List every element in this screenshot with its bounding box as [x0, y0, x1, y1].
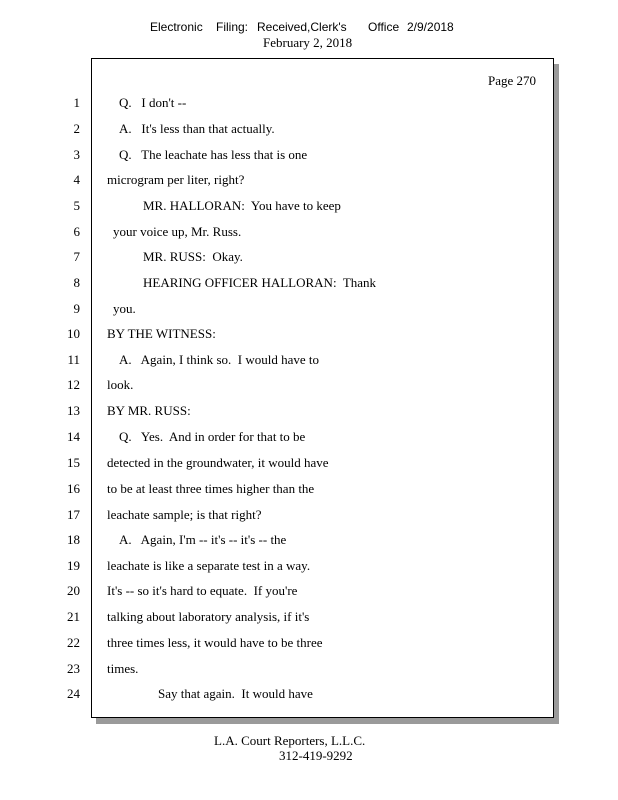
- line-text: your voice up, Mr. Russ.: [113, 224, 242, 239]
- line-text: MR. HALLORAN: You have to keep: [143, 198, 341, 213]
- line-text: BY MR. RUSS:: [107, 403, 191, 418]
- page-number: Page 270: [488, 73, 537, 88]
- transcript-line: [0, 377, 618, 397]
- filing-word-electronic: Electronic: [150, 20, 203, 34]
- line-number: 2: [73, 121, 80, 136]
- line-number: 17: [67, 507, 80, 522]
- transcript-line: [0, 532, 618, 552]
- line-number: 6: [73, 224, 80, 239]
- transcript-line: [0, 558, 618, 578]
- line-number: 3: [73, 147, 80, 162]
- line-text: Say that again. It would have: [158, 686, 313, 701]
- line-text: microgram per liter, right?: [107, 172, 245, 187]
- line-number: 22: [67, 635, 80, 650]
- line-number: 19: [67, 558, 80, 573]
- line-number: 5: [73, 198, 80, 213]
- line-number: 10: [67, 326, 80, 341]
- transcript-line: [0, 249, 618, 269]
- reporter-company: L.A. Court Reporters, L.L.C.: [214, 733, 366, 748]
- filing-word-filing: Filing:: [216, 20, 249, 34]
- line-text: HEARING OFFICER HALLORAN: Thank: [143, 275, 377, 290]
- line-number: 9: [73, 301, 80, 316]
- transcript-line: [0, 275, 618, 295]
- line-text: to be at least three times higher than the: [107, 481, 315, 496]
- line-number: 11: [67, 352, 80, 367]
- transcript-line: [0, 224, 618, 244]
- line-number: 24: [67, 686, 80, 701]
- line-text: three times less, it would have to be three: [107, 635, 323, 650]
- line-number: 12: [67, 377, 80, 392]
- line-number: 1: [73, 95, 80, 110]
- transcript-line: [0, 481, 618, 501]
- transcript-line: [0, 429, 618, 449]
- transcript-line: [0, 147, 618, 167]
- line-text: Q. Yes. And in order for that to be: [119, 429, 306, 444]
- line-text: A. It's less than that actually.: [119, 121, 275, 136]
- line-number: 16: [67, 481, 80, 496]
- transcript-line: [0, 455, 618, 475]
- line-text: A. Again, I'm -- it's -- it's -- the: [119, 532, 287, 547]
- line-text: talking about laboratory analysis, if it's: [107, 609, 310, 624]
- filing-word-received: Received,Clerk's: [257, 20, 347, 34]
- transcript-date: February 2, 2018: [263, 35, 353, 50]
- line-number: 18: [67, 532, 80, 547]
- line-number: 21: [67, 609, 80, 624]
- transcript-line: [0, 326, 618, 346]
- line-text: It's -- so it's hard to equate. If you're: [107, 583, 298, 598]
- line-text: Q. The leachate has less that is one: [119, 147, 308, 162]
- line-number: 23: [67, 661, 80, 676]
- transcript-line: [0, 172, 618, 192]
- transcript-line: [0, 507, 618, 527]
- line-number: 14: [67, 429, 80, 444]
- line-text: look.: [107, 377, 134, 392]
- transcript-line: [0, 121, 618, 141]
- transcript-line: [0, 95, 618, 115]
- line-number: 15: [67, 455, 80, 470]
- transcript-line: [0, 661, 618, 681]
- transcript-line: [0, 352, 618, 372]
- transcript-line: [0, 609, 618, 629]
- line-text: A. Again, I think so. I would have to: [119, 352, 320, 367]
- line-text: leachate sample; is that right?: [107, 507, 262, 522]
- transcript-line: [0, 635, 618, 655]
- line-number: 13: [67, 403, 80, 418]
- filing-word-office: Office: [368, 20, 400, 34]
- transcript-line: [0, 583, 618, 603]
- line-text: times.: [107, 661, 139, 676]
- transcript-line: [0, 301, 618, 321]
- line-number: 4: [73, 172, 80, 187]
- line-number: 20: [67, 583, 80, 598]
- line-text: Q. I don't --: [119, 95, 187, 110]
- line-text: MR. RUSS: Okay.: [143, 249, 243, 264]
- line-text: you.: [113, 301, 136, 316]
- transcript-line: [0, 403, 618, 423]
- filing-date: 2/9/2018: [407, 20, 454, 34]
- reporter-phone: 312-419-9292: [279, 748, 353, 763]
- line-text: detected in the groundwater, it would have: [107, 455, 329, 470]
- transcript-line: [0, 198, 618, 218]
- line-text: BY THE WITNESS:: [107, 326, 216, 341]
- line-text: leachate is like a separate test in a way.: [107, 558, 311, 573]
- transcript-line: [0, 686, 618, 706]
- line-number: 8: [73, 275, 80, 290]
- line-number: 7: [73, 249, 80, 264]
